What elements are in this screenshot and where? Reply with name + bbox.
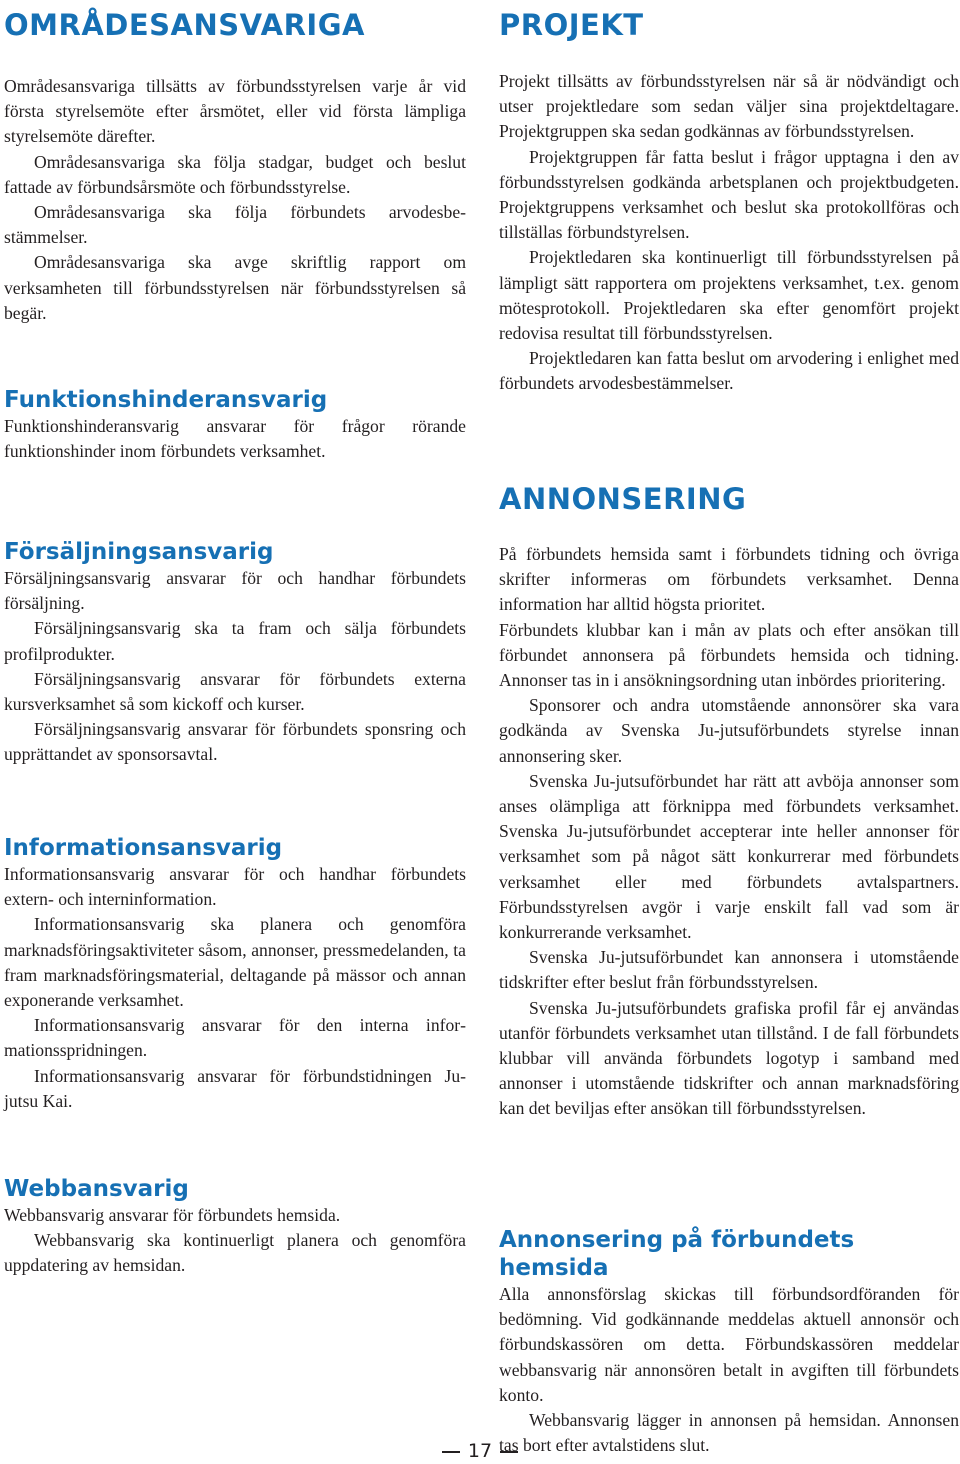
paragraph: Webbansvarig ansvarar för förbundets hemsida. — [4, 1205, 341, 1225]
heading-annonsering-pa-forbundets-hemsida: Annonsering på förbundets hemsida — [499, 1227, 855, 1281]
section-webb — [4, 1175, 466, 1279]
paragraph: Områdesansvariga tillsätts av förbundsstyrelsen varje år vid första styrelsemöte efter årsmötet, eller vid första lämpliga styrelsemöte därefter. — [4, 76, 466, 147]
paragraph: Informationsansvarig ansvarar för den interna informationsspridningen. — [4, 1015, 466, 1061]
paragraph: Försäljningsansvarig ansvarar för och handhar förbundets försäljning. — [4, 568, 466, 614]
paragraph: Projektledaren kan fatta beslut om arvodering i enlighet med förbundets arvodesbestämmelser. — [499, 348, 959, 394]
paragraph: Försäljningsansvarig ansvarar för förbundets externa kursverksamhet så som kickoff och kurser. — [4, 668, 466, 715]
section-omradesansvariga — [4, 8, 466, 42]
paragraph: Projektgruppen får fatta beslut i frågor upptagna i den av förbundsstyrelsen godkända arbetsplanen och projektbudgeten. Projektgruppens verksamhet och beslut ska protokollföras och tillställas förbundstyrelsen. — [499, 146, 959, 243]
paragraph: Förbundets klubbar kan i mån av plats och efter ansökan till förbundet annonsera på förbundets hemsida och tidning. Annonser tas in i ansökningsordning utan inbördes prioritering. — [499, 619, 959, 691]
section-forsaljning — [4, 538, 466, 768]
paragraph: Svenska Ju-jutsuförbundet kan annonsera i utomstående tidskrifter efter beslut från förbundsstyrelsen. — [499, 947, 959, 993]
paragraph: Försäljningsansvarig ansvarar för förbundets sponsring och upprättandet av sponsorsavtal. — [4, 719, 466, 765]
heading-webbansvarig: Webbansvarig — [4, 1176, 189, 1202]
paragraph: Områdesansvariga ska följa stadgar, budget och beslut fattade av förbundsårsmöte och förbundsstyrelse. — [4, 151, 466, 197]
paragraph: Svenska Ju-jutsuförbundets grafiska profil får ej användas utanför förbundets verksamhet utan tillstånd. I de fall förbundets klubbar vill använda förbundets logotyp i samband med annonser i utomstående tidskrifter och annan marknadsföring kan det beviljas efter ansökan till förbundsstyrelsen. — [499, 997, 959, 1119]
paragraph: På förbundets hemsida samt i förbundets tidning och övriga skrifter informeras om förbundets verksamhet. Denna information har alltid högsta prioritet. — [499, 544, 959, 615]
paragraph: Områdesansvariga ska avge skriftlig rapport om verksamheten till förbundsstyrelsen när förbundsstyrelsen så begär. — [4, 252, 466, 323]
page-number — [0, 1440, 960, 1462]
paragraph: Funktionshinderansvarig ansvarar för frågor rörande funktionshinder inom förbundets verksamhet. — [4, 416, 466, 462]
heading-annonsering: ANNONSERING — [499, 482, 747, 516]
heading-forsaljningsansvarig: Försäljningsansvarig — [4, 539, 274, 565]
section-annonsering-hemsida — [499, 1226, 959, 1458]
section-funktionshinder — [4, 386, 466, 464]
paragraph: Alla annonsförslag skickas till förbundsordföranden för bedömning. Vid godkännande meddelas aktuell annonsör och förbundskassören om detta. Förbundskassören meddelar webbansvarig när annonsören betalt in avgiften till förbundets konto. — [499, 1284, 959, 1405]
heading-informationsansvarig: Informationsansvarig — [4, 835, 283, 861]
dash-left — [442, 1451, 460, 1453]
paragraph: Projektledaren ska kontinuerligt till förbundsstyrelsen på lämpligt sätt rapportera om projektens verksamhet, t.ex. genom mötesprotokoll. Projektledaren ska efter genomfört projekt redovisa resultat till förbundsstyrelsen. — [499, 247, 959, 344]
paragraph: Projekt tillsätts av förbundsstyrelsen när så är nödvändigt och utser projektledare som sedan väljer sina projektdeltagare. Projektgruppen ska sedan godkännas av förbundsstyrelsen. — [499, 71, 959, 142]
section-annonsering — [499, 482, 959, 516]
paragraph: Webbansvarig lägger in annonsen på hemsidan. Annonsen tas bort efter avtalstidens slut. — [499, 1410, 959, 1456]
paragraph: Försäljningsansvarig ska ta fram och sälja förbundets profilprodukter. — [4, 618, 466, 664]
paragraph: Webbansvarig ska kontinuerligt planera och genomföra uppdatering av hemsidan. — [4, 1230, 466, 1276]
heading-funktionshinderansvarig: Funktionshinderansvarig — [4, 387, 328, 413]
heading-projekt: PROJEKT — [499, 8, 644, 42]
paragraph: Svenska Ju-jutsuförbundet har rätt att avböja annonser som anses olämpliga att förknippa med förbundets verksamhet. Svenska Ju-jutsuförbundet accepterar inte heller annonser för verksamhet som på något sätt konkurrerar med förbundets verksamhet eller med förbundets avtalspartners. Förbundsstyrelsen avgör i varje enskilt fall vad som är konkurrerande verksamhet. — [499, 770, 959, 943]
paragraph: Informationsansvarig ansvarar för och handhar förbundets extern- och interninformation. — [4, 864, 466, 910]
heading-omradesansvariga: OMRÅDESANSVARIGA — [4, 8, 365, 42]
section-information — [4, 834, 466, 1114]
paragraph: Områdesansvariga ska följa förbundets arvodesbestämmelser. — [4, 202, 466, 248]
paragraph: Informationsansvarig ska planera och genomföra marknadsföringsaktiviteter såsom, annonser, pressmedelanden, ta fram marknadsföringsmaterial, deltagande på mässor och annan exponerande verksamhet. — [4, 914, 466, 1011]
paragraph: Sponsorer och andra utomstående annonsörer ska vara godkända av Svenska Ju-jutsuförbundets styrelse innan annonsering sker. — [499, 695, 959, 766]
dash-right — [500, 1451, 518, 1453]
section-projekt-body — [499, 69, 959, 397]
page-number-text: 17 — [467, 1440, 493, 1462]
section-omradesansvariga-body — [4, 74, 466, 326]
paragraph: Informationsansvarig ansvarar för förbundstidningen Ju-jutsu Kai. — [4, 1065, 466, 1111]
section-annonsering-body — [499, 542, 959, 1122]
section-projekt — [499, 8, 959, 42]
